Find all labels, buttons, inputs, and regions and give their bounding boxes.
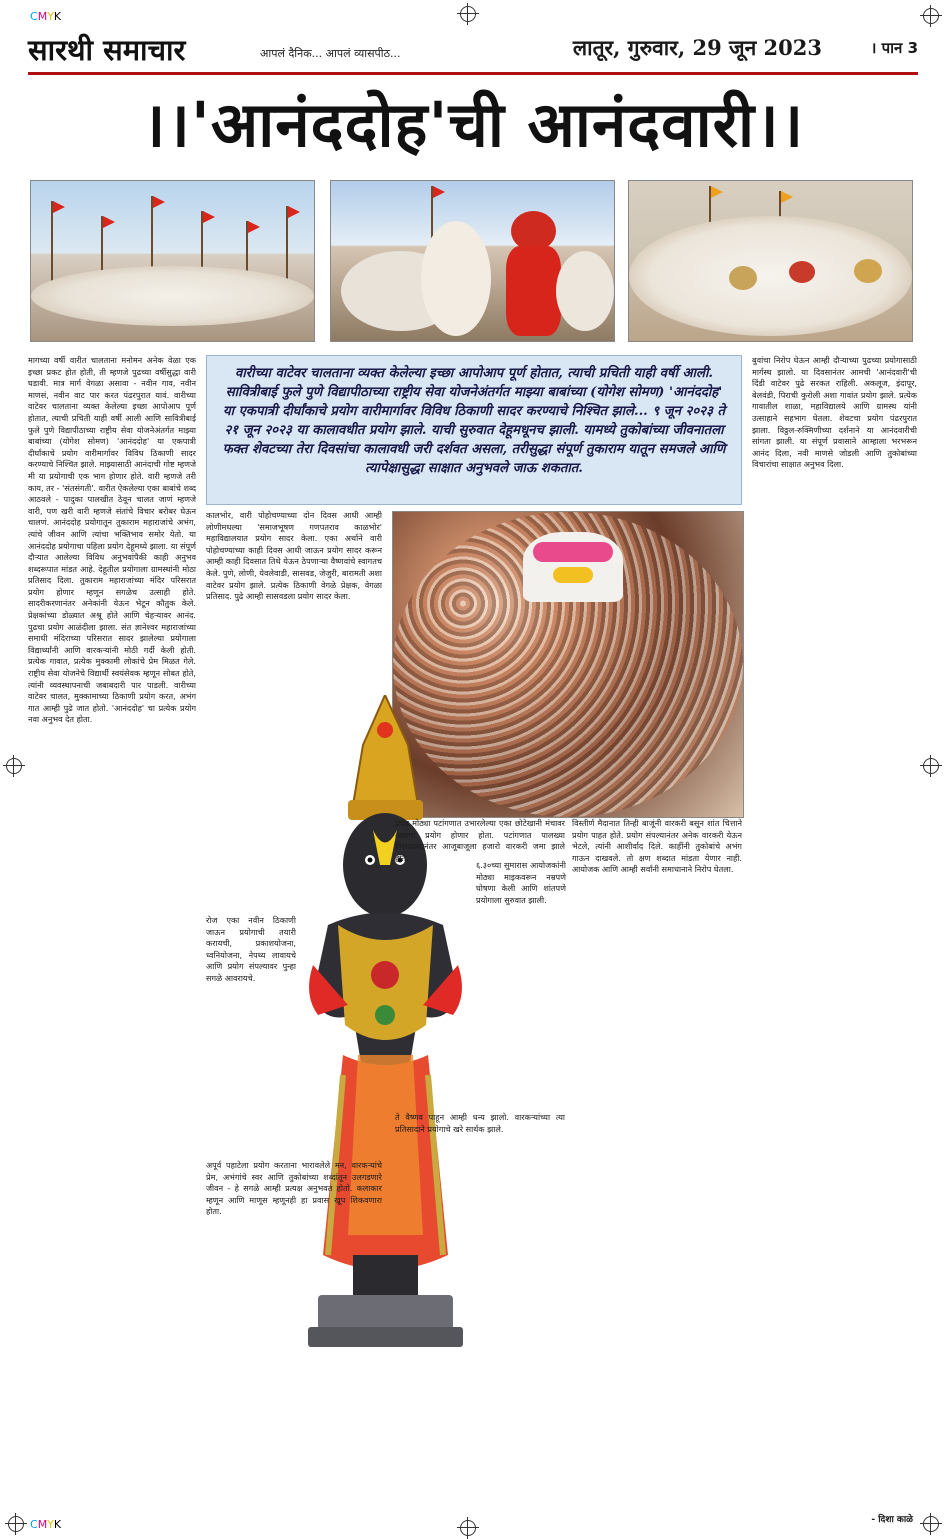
article-column-center-top: प्रचंड मोठ्या पटांगणात उभारलेल्या एका छोटेखानी मंचावर आमचा प्रयोग होणार होता. पटांगणात पालख्या विसावल्यानंतर आजूबाजूला हजारो वारकरी जमा झाले होते. (395, 818, 565, 863)
article-column-mid-bottom: अपूर्व पहाटेला प्रयोग करताना भारावलेले मन, वारकऱ्यांचे प्रेम, अभंगांचे स्वर आणि तुकोबांच्या शब्दांतून उलगडणारे जीवन - हे सगळे आम्ही प्रत्यक्ष अनुभवत होतो. कलाकार म्हणून आणि माणूस म्हणूनही हा प्रवास खूप शिकवणारा होता. (206, 1160, 382, 1217)
cmyk-m: M (37, 10, 48, 23)
pull-quote: वारीच्या वाटेवर चालताना व्यक्त केलेल्या इच्छा आपोआप पूर्ण होतात, त्याची प्रचिती याही वर्षी आली. सावित्रीबाई फुले पुणे विद्यापीठाच्या राष्ट्रीय सेवा योजनेअंतर्गत माझ्या बाबांच्या (योगेश सोमण) 'आनंददोह' या एकपात्री दीर्घांकाचे प्रयोग वारीमार्गावर विविध ठिकाणी सादर करण्याचे निश्चित झाले... ९ जून २०२३ ते २१ जून २०२३ या कालावधीत प्रयोग झाले. याची सुरुवात देहूमधूनच झाली. यामध्ये तुकोबांच्या जीवनातला फक्त शेवटच्या तेरा दिवसांचा कालावधी जरी दर्शवत असला, तरीसुद्धा संपूर्ण तुकाराम यातून समजले आणि त्यापेक्षासुद्धा साक्षात अनुभवले जाऊ शकतात. (206, 355, 742, 505)
registration-mark-icon (923, 758, 939, 774)
cmyk-m: M (37, 1518, 48, 1531)
headline: ।।'आनंददोह'ची आनंदवारी।। (141, 88, 805, 161)
byline: - दिशा काळे (871, 1515, 913, 1525)
cmyk-k: K (53, 1518, 62, 1531)
tagline: आपलं दैनिक... आपलं व्यासपीठ... (260, 47, 401, 60)
registration-mark-icon (8, 1516, 24, 1532)
cmyk-mark-bottom (30, 1518, 61, 1531)
paper-name: सारथी समाचार (28, 33, 186, 67)
article-column-center-bottom: ते वैष्णव पाहून आम्ही धन्य झालो. वारकऱ्यांच्या त्या प्रतिसादाने प्रयोगाचे खरे सार्थक झाले. (395, 1112, 565, 1134)
procession-photo-left (30, 180, 315, 342)
registration-mark-icon (460, 1520, 476, 1536)
cmyk-c: C (30, 10, 38, 23)
page-number: । पान 3 (870, 39, 918, 57)
masthead (28, 30, 918, 75)
registration-mark-icon (923, 8, 939, 24)
cmyk-k: K (53, 10, 62, 23)
article-column-right-inner: विस्तीर्ण मैदानात तिन्ही बाजूंनी वारकरी बसून शांत चित्ताने प्रयोग पाहत होते. प्रयोग संपल्यानंतर अनेक वारकरी येऊन भेटले, त्यांनी आशीर्वाद दिले. काहींनी तुकोबांचे अभंग गाऊन दाखवले. तो क्षण शब्दात मांडता येणार नाही. आयोजक आणि आम्ही सर्वांनी समाधानाने निरोप घेतला. (572, 818, 742, 875)
article-column-mid-top: कालभोर, वारी पोहोचण्याच्या दोन दिवस आधी आम्ही लोणीमधल्या 'समाजभूषण गणपतराव काळभोर' महाविद्यालयात प्रयोग सादर केला. एका अर्थाने वारी पोहोचण्याच्या काही दिवस आधी जाऊन प्रयोग सादर करून आम्ही काही दिवसात तिथे येऊन ठेपणाऱ्या वैष्णवांचे स्वागतच केले. पुणे, लोणी, येवलेवाडी, सासवड, जेजुरी, बारामती अशा वाटेवर प्रयोग झाले. प्रत्येक ठिकाणी वेगळे प्रेक्षक, वेगळा प्रतिसाद. पुढे आम्ही सासवडला प्रयोग सादर केला. (206, 510, 382, 602)
procession-photo-center (330, 180, 615, 342)
article-column-center-wrap: ६.३०च्या सुमारास आयोजकांनी मोठ्या माइकवरून नम्रपणे घोषणा केली आणि शांतपणे प्रयोगाला सुरुवात झाली. (476, 860, 566, 905)
cmyk-mark-top (30, 10, 61, 23)
article-column-right: बुवांचा निरोप घेऊन आम्ही दौऱ्याच्या पुढच्या प्रयोगासाठी मार्गस्थ झालो. या दिवसानंतर आमची 'आनंदवारी'ची दिंडी वाटेवर पुढे सरकत राहिली. अकलूज, इंदापूर, बेलवंडी, पिराची कुरोली अशा गावांत प्रयोग झाले. प्रत्येक गावातील शाळा, महाविद्यालये आणि ग्रामस्थ यांनी उत्साहाने सहभाग घेतला. शेवटचा प्रयोग पंढरपुरात झाला. विठ्ठल-रुक्मिणीच्या दर्शनाने या आनंदवारीची सांगता झाली. या संपूर्ण प्रवासाने आम्हाला भरभरून आनंद दिला, नवी माणसे जोडली आणि तुकोबांच्या विचारांचा साक्षात अनुभव दिला. (752, 355, 917, 470)
registration-mark-icon (460, 6, 476, 22)
article-column-left: मागच्या वर्षी वारीत चालताना मनोमन अनेक वेळा एक इच्छा प्रकट होत होती, ती म्हणजे पुढच्या वर्षीसुद्धा वारी घडावी. मात्र मार्ग वेगळा असावा - नवीन गाव, नवीन माणसं, नवीन वाट पार करत पंढरपुरात यावं. वारीच्या वाटेवर चालताना व्यक्त केलेल्या इच्छा आपोआप पूर्ण होतात, त्याची प्रचिती याही वर्षी आली आणि सावित्रीबाई फुले पुणे विद्यापीठाच्या राष्ट्रीय सेवा योजनेअंतर्गत माझ्या बाबांच्या (योगेश सोमण) 'आनंददोह' या एकपात्री दीर्घांकाचे प्रयोग वारीमार्गावर विविध ठिकाणी सादर करण्याचे निश्चित झाले. माझ्यासाठी आनंदाची गोष्ट म्हणजे मी या प्रयोगाची एक भाग होणार होते. वारी म्हणजे तरी काय, तर - 'संतसंगती'. वारीत ऐकलेल्या एका बाबांचे शब्द आठवले - पादुका पालखीत ठेवून चालत जाणं म्हणजे वारी, पण खरी वारी म्हणजे संतांचे विचार बरोबर घेऊन चालणं. आनंददोह प्रयोगातून तुकाराम महाराजांचे अभंग, त्यांचे जीवन आणि त्यांचा भक्तिभाव समोर येतो. या आनंददोह प्रयोगाचा पहिला प्रयोग देहूमध्ये झाला. या संपूर्ण दौऱ्यात आलेल्या विविध अनुभवांपैकी काही अनुभव शब्दरूपात मांडत आहे. देहूतील प्रयोगाला ग्रामस्थांनी मोठा प्रतिसाद दिला. तुकाराम महाराजांच्या मंदिर परिसरात प्रयोग होणार म्हणून सगळेच उत्साही होते. सादरीकरणानंतर अनेकांनी येऊन भेटून कौतुक केले. प्रेक्षकांच्या डोळ्यात अश्रू होते आणि चेहऱ्यावर आनंद. पुढचा प्रयोग आळंदीला झाला. संत ज्ञानेश्वर महाराजांच्या समाधी मंदिराच्या परिसरात सादर झालेल्या प्रयोगाला विद्यार्थ्यांनी आणि वारकऱ्यांनी मोठी गर्दी केली होती. प्रत्येक गावात, प्रत्येक मुक्कामी लोकांचे प्रेम मिळत गेले. राष्ट्रीय सेवा योजनेचे विद्यार्थी स्वयंसेवक म्हणून सोबत होते, त्यांनी व्यवस्थापनाची जबाबदारी पार पाडली. वारीच्या वाटेवर चालत, मुक्कामाच्या ठिकाणी प्रयोग करत, अभंग गात आम्ही पुढे जात होतो. 'आनंददोह' चा प्रत्येक प्रयोग नवा अनुभव देत होता. (28, 355, 196, 725)
cmyk-c: C (30, 1518, 38, 1531)
registration-mark-icon (6, 758, 22, 774)
dateline: लातूर, गुरुवार, 29 जून 2023 (572, 35, 822, 60)
cmyk-y: Y (47, 10, 54, 23)
article-column-mid-wrap: रोज एका नवीन ठिकाणी जाऊन प्रयोगाची तयारी करायची, प्रकाशयोजना, ध्वनियोजना, नेपथ्य लावायचे आणि प्रयोग संपल्यावर पुन्हा सगळे आवरायचे. (206, 915, 296, 983)
registration-mark-icon (923, 1516, 939, 1532)
procession-photo-right (628, 180, 913, 342)
cmyk-y: Y (47, 1518, 54, 1531)
